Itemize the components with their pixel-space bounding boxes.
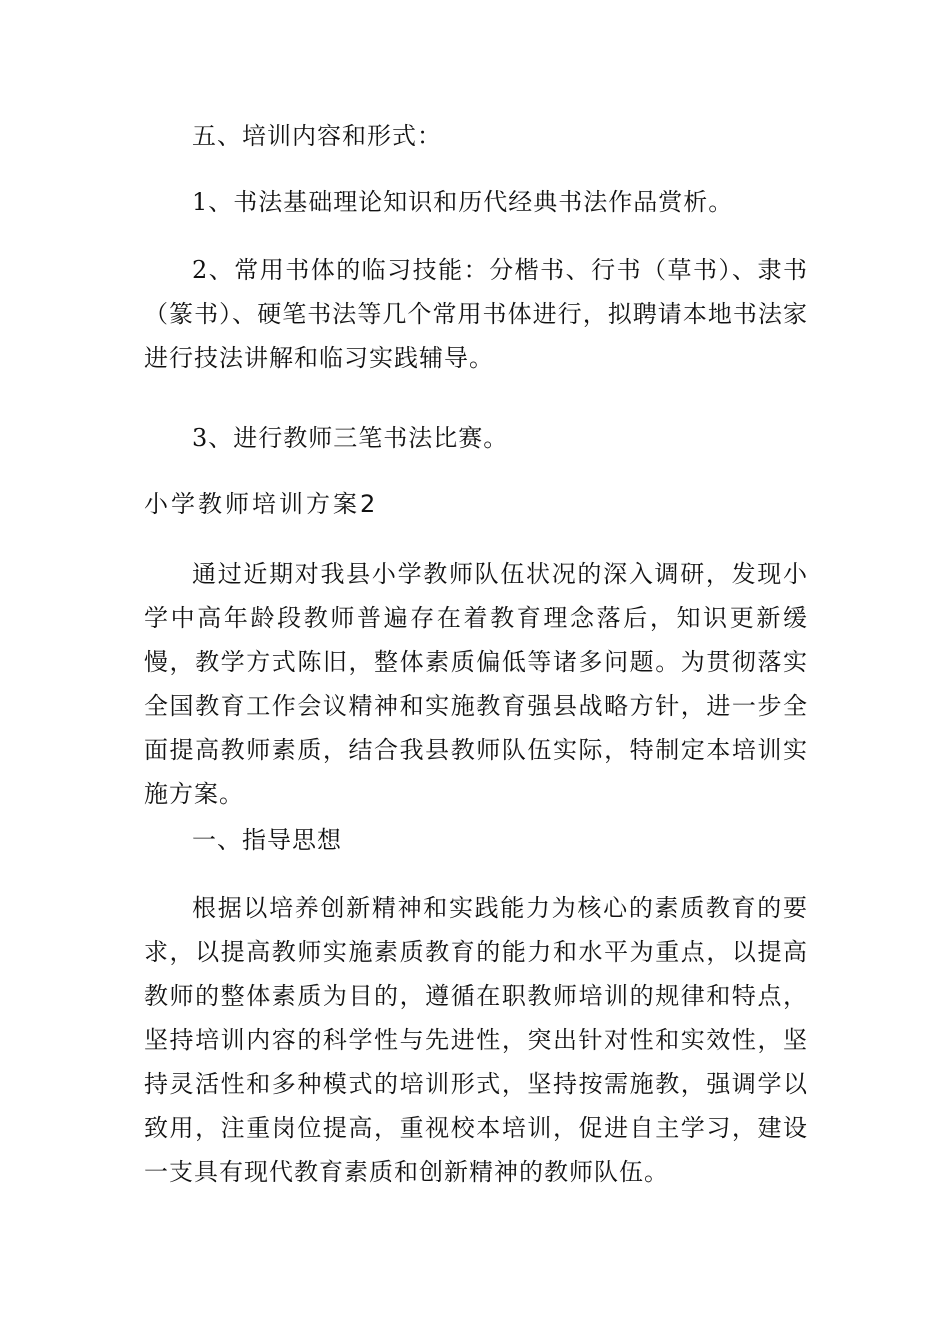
section-one-title: 一、指导思想 xyxy=(192,826,342,854)
item-2: 2、常用书体的临习技能：分楷书、行书（草书）、隶书（篆书）、硬笔书法等几个常用书体进行，拟聘请本地书法家进行技法讲解和临习实践辅导。 xyxy=(144,256,808,372)
plan-2-heading: 小学教师培训方案2 xyxy=(144,490,379,518)
item-3: 3、进行教师三笔书法比赛。 xyxy=(192,424,509,452)
intro-paragraph: 通过近期对我县小学教师队伍状况的深入调研，发现小学中高年龄段教师普遍存在着教育理念落后，知识更新缓慢，教学方式陈旧，整体素质偏低等诸多问题。为贯彻落实全国教育工作会议精神和实施教育强县战略方针，进一步全面提高教师素质，结合我县教师队伍实际，特制定本培训实施方案。 xyxy=(144,560,808,808)
guiding-ideology-paragraph: 根据以培养创新精神和实践能力为核心的素质教育的要求，以提高教师实施素质教育的能力和水平为重点，以提高教师的整体素质为目的，遵循在职教师培训的规律和特点，坚持培训内容的科学性与先进性，突出针对性和实效性，坚持灵活性和多种模式的培训形式，坚持按需施教，强调学以致用，注重岗位提高，重视校本培训，促进自主学习，建设一支具有现代教育素质和创新精神的教师队伍。 xyxy=(144,894,808,1186)
item-1: 1、书法基础理论知识和历代经典书法作品赏析。 xyxy=(192,188,734,216)
section-five-title: 五、培训内容和形式： xyxy=(192,122,442,150)
